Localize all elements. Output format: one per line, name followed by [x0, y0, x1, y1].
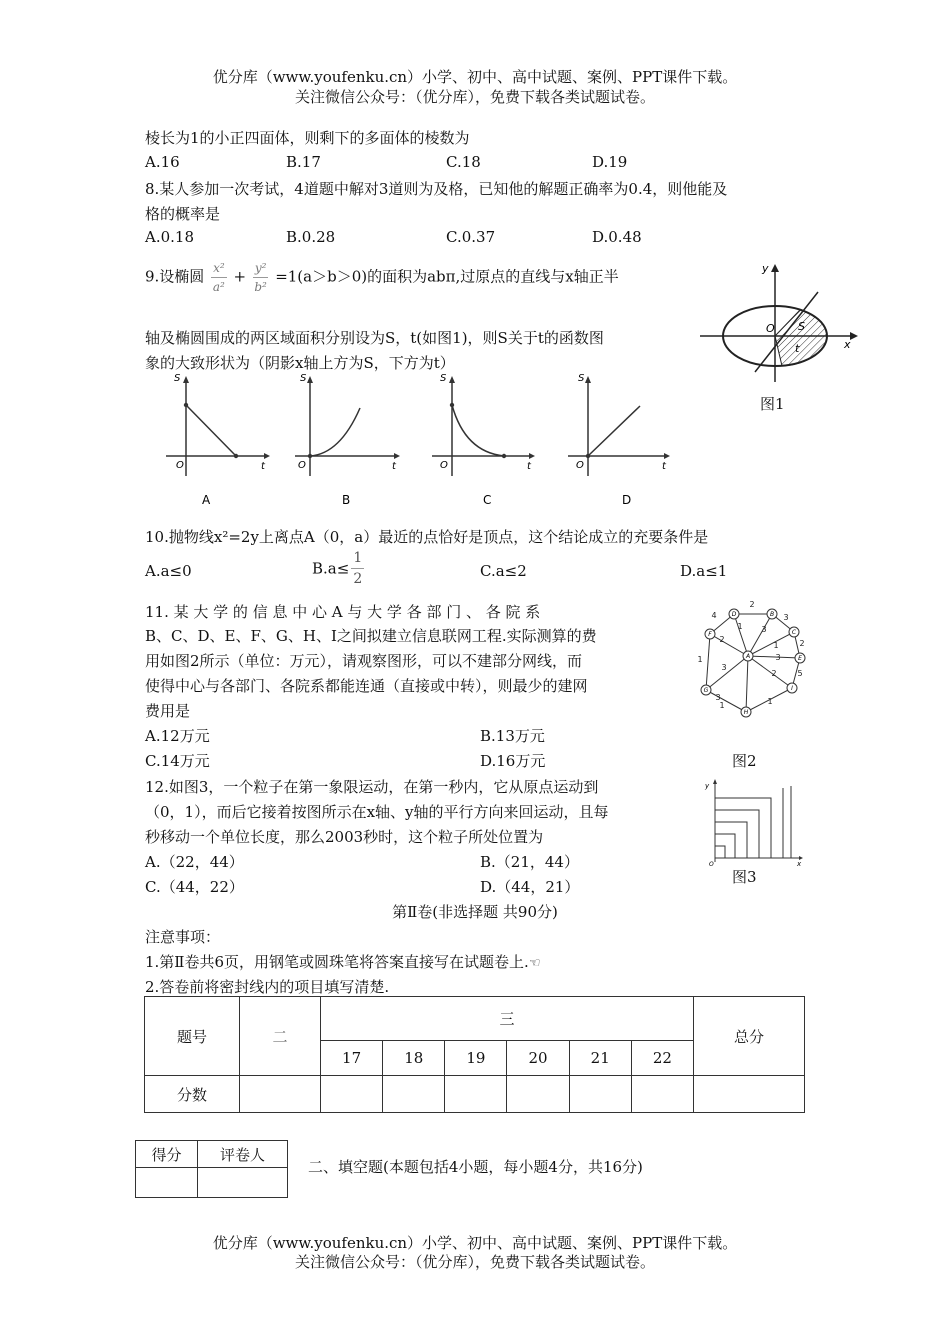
grader-score-cell	[136, 1168, 198, 1198]
svg-text:t: t	[392, 461, 396, 472]
q7-option-a: A.16	[145, 153, 180, 171]
edge-cost: 5	[797, 669, 803, 678]
graph-c-label: C	[483, 493, 492, 507]
figure-2-caption: 图2	[732, 752, 757, 770]
svg-text:O: O	[709, 861, 714, 866]
score-table-header-san: 三	[321, 997, 694, 1041]
figure-3-caption: 图3	[732, 868, 757, 886]
q7-text: 棱长为1的小正四面体，则剩下的多面体的棱数为	[145, 129, 470, 147]
svg-text:O: O	[576, 460, 584, 471]
q8-option-c: C.0.37	[446, 228, 496, 246]
q8-option-b: B.0.28	[286, 228, 336, 246]
q12-option-a: A.（22，44）	[145, 853, 244, 871]
header-line-2: 关注微信公众号：（优分库），免费下载各类试题试卷。	[294, 88, 655, 106]
score-table-header-er: 二	[240, 997, 321, 1076]
fig1-axis-y: y	[762, 262, 769, 275]
q10-option-c: C.a≤2	[480, 562, 527, 580]
node-c: C	[791, 629, 797, 636]
svg-text:S: S	[440, 373, 447, 384]
edge-cost: 2	[719, 635, 725, 644]
fig1-origin: O	[766, 322, 775, 335]
score-table-row-label: 分数	[145, 1076, 240, 1113]
q12-line-2: （0，1），而后它接着按图所示在x轴、y轴的平行方向来回运动，且每	[145, 803, 609, 821]
graph-d	[568, 373, 670, 507]
q9-line-2: 轴及椭圆围成的两区域面积分别设为S，t(如图1)，则S关于t的函数图	[145, 329, 604, 347]
score-table-col: 17	[321, 1041, 383, 1076]
q11-option-c: C.14万元	[145, 752, 210, 770]
node-d: D	[731, 611, 737, 618]
footer-line-2: 关注微信公众号：（优分库），免费下载各类试题试卷。	[294, 1253, 655, 1271]
edge-cost: 3	[721, 663, 727, 672]
grader-score-header: 得分	[136, 1141, 198, 1168]
graph-a	[166, 373, 270, 507]
q9-prefix: 9.设椭圆	[145, 267, 205, 286]
section-2-title: 二、填空题(本题包括4小题，每小题4分，共16分)	[308, 1158, 643, 1176]
score-table-header-tihao: 题号	[145, 997, 240, 1076]
fig1-label-s: S	[798, 320, 805, 333]
q11-option-d: D.16万元	[480, 752, 546, 770]
q7-option-c: C.18	[446, 153, 481, 171]
q11-line-5: 费用是	[145, 702, 191, 720]
figure-1-ellipse	[700, 262, 860, 387]
q8-line-1: 8.某人参加一次考试，4道题中解对3道则为及格，已知他的解题正确率为0.4，则他能及	[145, 180, 728, 198]
svg-text:t: t	[527, 461, 531, 472]
q9-option-graphs	[160, 372, 675, 512]
figure-1-caption: 图1	[760, 395, 785, 413]
edge-cost: 4	[711, 611, 717, 620]
graph-c	[432, 373, 535, 507]
fig1-axis-x: x	[844, 338, 851, 351]
score-table-header-total: 总分	[694, 997, 805, 1076]
header-line-1: 优分库（www.youfenku.cn）小学、初中、高中试题、案例、PPT课件下载。	[212, 68, 738, 86]
q11-line-2: B、C、D、E、F、G、H、I之间拟建立信息联网工程.实际测算的费	[145, 627, 597, 645]
svg-text:t: t	[261, 461, 265, 472]
score-cell	[507, 1076, 569, 1113]
svg-text:O: O	[176, 460, 184, 471]
figure-3-particle-path	[703, 778, 803, 866]
note-2: 2.答卷前将密封线内的项目填写清楚.	[145, 978, 390, 996]
node-b: B	[769, 611, 775, 618]
svg-text:x: x	[797, 860, 802, 866]
notes-title: 注意事项：	[145, 928, 221, 946]
graph-a-label: A	[202, 493, 211, 507]
score-cell	[383, 1076, 445, 1113]
q10-option-a: A.a≤0	[145, 562, 192, 580]
score-cell	[321, 1076, 383, 1113]
q8-line-2: 格的概率是	[145, 205, 221, 223]
q9-plus: +	[233, 267, 247, 286]
hand-icon: ☜	[528, 956, 541, 971]
node-f: F	[708, 631, 712, 638]
svg-text:O: O	[440, 460, 448, 471]
q10-option-d: D.a≤1	[680, 562, 728, 580]
score-table	[144, 996, 805, 1113]
node-i: I	[791, 685, 793, 692]
score-cell	[694, 1076, 805, 1113]
grader-name-header: 评卷人	[197, 1141, 287, 1168]
edge-cost: 1	[737, 622, 743, 631]
graph-d-label: D	[622, 493, 632, 507]
q12-line-1: 12.如图3，一个粒子在第一象限运动，在第一秒内，它从原点运动到	[145, 778, 599, 796]
edge-cost: 2	[771, 669, 777, 678]
q12-option-b: B.（21，44）	[480, 853, 579, 871]
score-cell	[631, 1076, 693, 1113]
edge-cost: 3	[761, 625, 767, 634]
graph-b	[295, 373, 400, 507]
figure-2-network	[688, 596, 813, 721]
edge-cost: 3	[775, 653, 781, 662]
score-cell	[240, 1076, 321, 1113]
score-cell	[445, 1076, 507, 1113]
node-g: G	[703, 687, 709, 694]
edge-cost: 1	[719, 701, 725, 710]
q12-option-d: D.（44，21）	[480, 878, 580, 896]
q11-line-1: 11. 某 大 学 的 信 息 中 心 A 与 大 学 各 部 门 、 各 院 系	[145, 603, 541, 621]
score-cell	[569, 1076, 631, 1113]
svg-text:t: t	[662, 461, 666, 472]
q12-option-c: C.（44，22）	[145, 878, 244, 896]
svg-text:y: y	[705, 782, 710, 790]
q10-stem: 10.抛物线x²=2y上离点A（0，a）最近的点恰好是顶点，这个结论成立的充要条件是	[145, 528, 709, 546]
fig1-label-t: t	[795, 342, 800, 355]
q9-line-3: 象的大致形状为（阴影x轴上方为S，下方为t）	[145, 354, 455, 372]
footer-line-1: 优分库（www.youfenku.cn）小学、初中、高中试题、案例、PPT课件下载。	[212, 1234, 738, 1252]
q12-line-3: 秒移动一个单位长度，那么2003秒时，这个粒子所处位置为	[145, 828, 544, 846]
svg-text:S: S	[578, 373, 585, 384]
score-table-col: 18	[383, 1041, 445, 1076]
graph-b-label: B	[342, 493, 351, 507]
part-2-title: 第Ⅱ卷(非选择题 共90分)	[392, 903, 558, 921]
edge-cost: 1	[767, 697, 773, 706]
q11-line-4: 使得中心与各部门、各院系都能连通（直接或中转），则最少的建网	[145, 677, 588, 695]
q9-fraction-x: $\frac{\text{x²}}{\text{a²}}$	[212, 261, 225, 294]
q9-fraction-y: $\frac{\text{y²}}{\text{b²}}$	[254, 261, 267, 294]
q7-option-b: B.17	[286, 153, 321, 171]
score-table-col: 22	[631, 1041, 693, 1076]
q9-after: =1(a＞b＞0)的面积为abπ,过原点的直线与x轴正半	[275, 267, 619, 286]
node-a: A	[745, 653, 751, 660]
score-table-col: 19	[445, 1041, 507, 1076]
node-e: E	[798, 655, 802, 662]
edge-cost: 2	[749, 600, 755, 609]
grader-name-cell	[197, 1168, 287, 1198]
svg-text:S: S	[174, 373, 181, 384]
edge-cost: 3	[715, 693, 721, 702]
edge-cost: 1	[773, 641, 779, 650]
grader-table	[135, 1140, 288, 1198]
q11-option-a: A.12万元	[145, 727, 210, 745]
note-1: 1.第Ⅱ卷共6页，用钢笔或圆珠笔将答案直接写在试题卷上.☜	[145, 953, 541, 971]
edge-cost: 1	[697, 655, 703, 664]
q8-option-a: A.0.18	[145, 228, 194, 246]
svg-text:O: O	[298, 460, 306, 471]
node-h: H	[743, 709, 749, 716]
q10-option-b: B.a≤ $\frac{1}{2}$	[312, 550, 363, 587]
score-table-col: 21	[569, 1041, 631, 1076]
score-table-col: 20	[507, 1041, 569, 1076]
svg-text:S: S	[300, 373, 307, 384]
q9-stem	[145, 262, 619, 293]
q11-line-3: 用如图2所示（单位：万元），请观察图形，可以不建部分网线，而	[145, 652, 583, 670]
q11-option-b: B.13万元	[480, 727, 545, 745]
edge-cost: 3	[783, 613, 789, 622]
region-t	[775, 336, 827, 366]
q7-option-d: D.19	[592, 153, 628, 171]
q8-option-d: D.0.48	[592, 228, 642, 246]
edge-cost: 2	[799, 639, 805, 648]
